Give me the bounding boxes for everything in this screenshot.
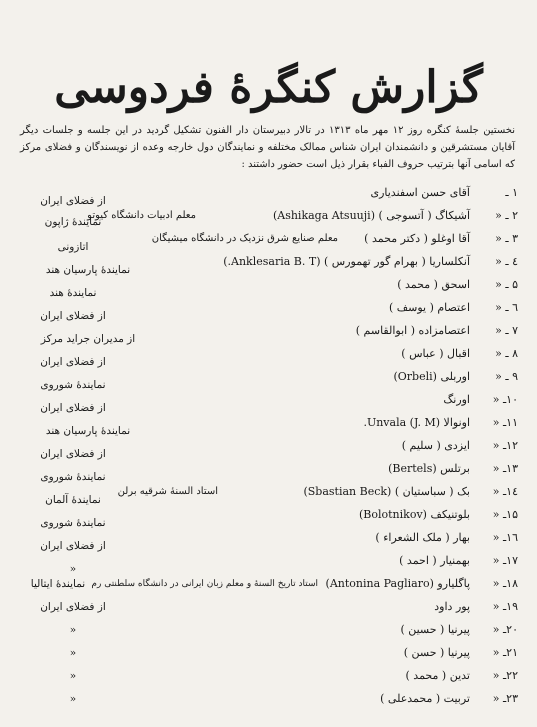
- entry-number: ۱٦ـ «: [492, 531, 518, 544]
- attendee-affiliation: از فضلای ایران: [40, 448, 106, 460]
- list-item: [18, 458, 518, 483]
- attendee-name: بهار ( ملک الشعراء ): [375, 531, 470, 544]
- attendee-affiliation: از فضلای ایران: [40, 402, 106, 414]
- entry-number: ۱۸ـ «: [492, 577, 518, 590]
- attendee-affiliation: از فضلای ایران: [40, 195, 106, 207]
- list-item: [18, 527, 518, 552]
- attendee-name: پیرنیا ( حسین ): [400, 623, 470, 636]
- attendee-name: اونوالا (Unvala (J. M.: [363, 416, 470, 429]
- entry-number: ۵ ـ «: [495, 278, 518, 291]
- list-item: [18, 251, 518, 276]
- attendee-name: بهمنیار ( احمد ): [399, 554, 470, 567]
- attendee-position: استاد تاریخ السنهٔ و معلم زبان ایرانی در دانشگاه سلطنتی رم: [91, 579, 318, 589]
- attendee-affiliation: از فضلای ایران: [40, 310, 106, 322]
- entry-number: ۸ ـ «: [495, 347, 518, 360]
- attendee-name: آقا اوغلو ( دکتر محمد ): [364, 232, 470, 245]
- list-item: [18, 435, 518, 460]
- entry-number: ۱۳ـ «: [492, 462, 518, 475]
- intro-paragraph: نخستین جلسهٔ کنگره روز ۱۲ مهر ماه ۱۳۱۳ در تالار دبیرستان دار الفنون تشکیل گردید در این جلسه و جلسات دیگر آقایان مستشرقین و دانشمندان ایران شناس ممالک مختلفه و نمایندگان دول خارجه وعده از نویسندگان و فضلای مرکز که اسامی آنها بترتیب حروف الفباء بقرار ذیل است حضور داشتند :: [20, 125, 516, 170]
- attendee-name: اعتصامزاده ( ابوالقاسم ): [355, 324, 470, 337]
- attendee-name: بلوتنیکف (Bolotnikov): [358, 508, 470, 521]
- attendee-name: برتلس (Bertels): [388, 462, 470, 475]
- entry-number: ۱۷ـ «: [492, 554, 518, 567]
- attendee-affiliation: نمایندهٔ ژاپون: [44, 216, 102, 228]
- attendee-affiliation: اتازونی: [57, 241, 89, 253]
- attendee-affiliation: «: [69, 670, 77, 682]
- list-item: [18, 642, 518, 664]
- attendee-position: استاد السنهٔ شرقیه برلن: [117, 486, 218, 497]
- attendee-affiliation: نمایندهٔ ایتالیا: [30, 578, 86, 590]
- attendee-name: آقای حسن اسفندیاری: [370, 186, 470, 199]
- list-item: [18, 228, 518, 253]
- entry-number: ۹ ـ «: [495, 370, 518, 383]
- entry-number: ۱٤ـ «: [492, 485, 518, 498]
- attendee-name: اوربلی (Orbeli): [393, 370, 470, 383]
- list-item: [18, 504, 518, 529]
- attendee-name: پور داود: [434, 600, 470, 613]
- list-item: [18, 274, 518, 299]
- list-item: [18, 550, 518, 575]
- entry-number: ۱۲ـ «: [492, 439, 518, 452]
- attendee-name: تدین ( محمد ): [405, 669, 470, 682]
- list-item: [18, 205, 518, 227]
- entry-number: ۲ ـ «: [495, 209, 518, 222]
- entry-number: ۱۹ـ «: [492, 600, 518, 613]
- attendee-name: آنکلساریا ( بهرام گور تهمورس ) (Anklesaria B. T.): [223, 255, 470, 268]
- attendee-affiliation: «: [69, 563, 77, 575]
- list-item: [18, 389, 518, 414]
- entry-number: ۱۰ـ «: [492, 393, 518, 406]
- entry-number: ۲۳ـ «: [492, 692, 518, 705]
- list-item: [18, 481, 518, 506]
- list-item: [18, 596, 518, 618]
- list-item: [18, 412, 518, 437]
- attendee-name: آشیکاگ ( آتسوجی ) (Ashikaga Atsuuji): [272, 209, 470, 222]
- entry-number: ٦ ـ «: [495, 301, 518, 314]
- attendee-name: بک ( سباستیان ) (Sbastian Beck): [303, 485, 470, 498]
- attendee-affiliation: نمایندهٔ آلمان: [45, 494, 101, 506]
- attendee-affiliation: از مدیران جراید مرکز: [40, 333, 136, 345]
- entry-number: ۲۲ـ «: [492, 669, 518, 682]
- entry-number: ۱۱ـ «: [492, 416, 518, 429]
- entry-number: ۷ ـ «: [495, 324, 518, 337]
- list-item: [18, 182, 518, 207]
- entry-number: ۲۱ـ «: [492, 646, 518, 659]
- attendee-affiliation: نمایندهٔ پارسیان هند: [45, 425, 131, 437]
- attendee-affiliation: از فضلای ایران: [40, 540, 106, 552]
- attendee-name: پیرنیا ( حسن ): [403, 646, 470, 659]
- attendee-affiliation: نمایندهٔ شوروی: [40, 471, 106, 483]
- attendee-affiliation: نمایندهٔ پارسیان هند: [45, 264, 131, 276]
- entry-number: ۲۰ـ «: [492, 623, 518, 636]
- list-item: [18, 619, 518, 641]
- attendee-affiliation: از فضلای ایران: [40, 601, 106, 613]
- entry-number: ۱ ـ: [505, 186, 518, 199]
- attendee-affiliation: «: [69, 647, 77, 659]
- list-item: [18, 297, 518, 322]
- attendee-affiliation: «: [69, 693, 77, 705]
- attendee-affiliation: از فضلای ایران: [40, 356, 106, 368]
- page-title: گزارش کنگرهٔ فردوسی: [54, 62, 483, 113]
- attendee-affiliation: «: [69, 624, 77, 636]
- attendee-affiliation: نمایندهٔ شوروی: [40, 379, 106, 391]
- attendee-name: اورنگ: [443, 393, 470, 406]
- attendee-affiliation: نمایندهٔ شوروی: [40, 517, 106, 529]
- list-item: [18, 665, 518, 687]
- list-item: [18, 320, 518, 345]
- attendee-name: ایزدی ( سلیم ): [401, 439, 470, 452]
- attendee-name: اعتصام ( یوسف ): [388, 301, 470, 314]
- attendee-name: تربیت ( محمدعلی ): [380, 692, 470, 705]
- attendee-affiliation: نمایندهٔ هند: [49, 287, 97, 299]
- entry-number: ٤ ـ «: [495, 255, 518, 268]
- attendee-name: اسحق ( محمد ): [397, 278, 470, 291]
- attendee-name: اقبال ( عباس ): [401, 347, 470, 360]
- attendee-position: معلم ادبیات دانشگاه کیوتو: [87, 210, 196, 221]
- attendee-position: معلم صنایع شرق نزدیک در دانشگاه میشیگان: [151, 233, 338, 244]
- list-item: [18, 688, 518, 710]
- list-item: [18, 573, 518, 595]
- attendee-name: پاگلیارو (Antonina Pagliaro): [325, 577, 470, 590]
- list-item: [18, 366, 518, 391]
- list-item: [18, 343, 518, 368]
- entry-number: ۱۵ـ «: [492, 508, 518, 521]
- entry-number: ۳ ـ «: [495, 232, 518, 245]
